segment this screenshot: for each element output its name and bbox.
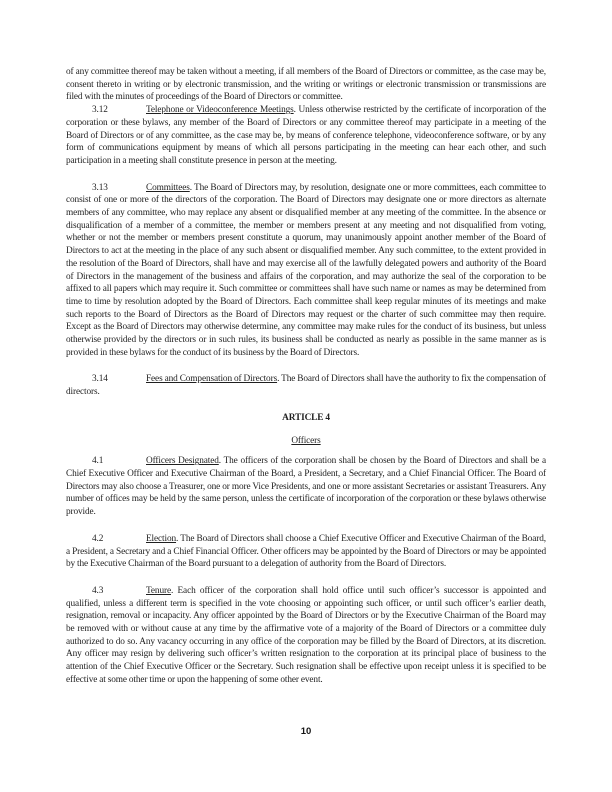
section-heading: Election xyxy=(146,533,177,544)
page-number: 10 xyxy=(300,726,312,737)
section-heading: Officers Designated xyxy=(146,456,219,467)
section-body: Unless otherwise restricted by the certificate of incorporation of the corporation or these bylaws, any member of the Board of Directors or any committee thereof may participate in a meeting of the Board of Directors or of any committee, as the case may be, by means of conference telephone, videoconference software, or by any form of communications equipment by means of which all persons participating in the meeting can hear each other, and such participation in a meeting shall constitute presence in person at the meeting. xyxy=(66,105,546,166)
article-subtitle xyxy=(66,435,546,448)
heading-separator: . xyxy=(293,105,299,116)
section-body: Each officer of the corporation shall hold office until such officer’s successor is appointed and qualified, unless a different term is specified in the vote choosing or appointing such officer, or until such officer’s earlier death, resignation, removal or incapacity. Any officer appointed by the Board of Directors or by the Executive Chairman of the Board may be removed with or without cause at any time by the affirmative vote of a majority of the Board of Directors or a committee duly authorized to do so. Any vacancy occurring in any office of the corporation may be filled by the Board of Directors, at its discretion. Any officer may resign by delivering such officer’s written resignation to the corporation at its principal place of business to the attention of the Chief Executive Officer or the Secretary. Such resignation shall be effective upon receipt unless it is specified to be effective at some other time or upon the happening of some other event. xyxy=(66,585,546,685)
article-subtitle-text: Officers xyxy=(291,435,321,446)
section-number: 3.13 xyxy=(92,182,108,193)
article-title: ARTICLE 4 xyxy=(282,412,330,423)
section-number: 4.2 xyxy=(92,533,104,544)
section-number: 3.12 xyxy=(92,105,108,116)
heading-separator: . xyxy=(277,374,282,385)
section-body: The officers of the corporation shall be chosen by the Board of Directors and shall be a Chief Executive Officer and Executive Chairman of the Board, a President, a Secretary, and a Chief Financial Officer. The Board of Directors may also choose a Treasurer, one or more Vice Presidents, and one or more assistant Secretaries or assistant Treasurers. Any number of offices may be held by the same person, unless the certificate of incorporation of the corporation or these bylaws otherwise provide. xyxy=(66,456,546,518)
section-heading: Tenure xyxy=(146,585,171,596)
section-3-12 xyxy=(66,104,546,168)
section-heading: Committees xyxy=(146,182,190,193)
section-4-1 xyxy=(66,455,546,519)
section-body: The Board of Directors shall have the authority to fix the compensation of directors. xyxy=(66,374,546,398)
section-number: 4.3 xyxy=(92,585,104,596)
heading-separator: . xyxy=(189,182,195,193)
section-heading: Fees and Compensation of Directors xyxy=(146,374,278,385)
section-3-14 xyxy=(66,373,546,398)
heading-separator: . xyxy=(170,585,178,596)
section-body: The Board of Directors shall choose a Chief Executive Officer and Executive Chairman of the Board, a President, a Secretary and a Chief Financial Officer. Other officers may be appointed by the Board of Directors or may be appointed by the Executive Chairman of the Board pursuant to a delegation of authority from the Board of Directors. xyxy=(66,533,546,570)
section-heading: Telephone or Videoconference Meetings xyxy=(146,105,294,116)
section-4-2 xyxy=(66,533,546,571)
continuation-paragraph: of any committee thereof may be taken without a meeting, if all members of the Board of Directors or committee, as the case may be, consent thereto in writing or by electronic transmission, and the writing or writings or electronic transmission or transmissions are filed with the minutes of proceedings of the Board of Directors or committee. xyxy=(66,67,546,103)
heading-separator: . xyxy=(176,533,181,544)
section-3-13 xyxy=(66,182,546,360)
section-body: The Board of Directors may, by resolution, designate one or more committees, each committee to consist of one or more of the directors of the corporation. The Board of Directors may designate one or more directors as alternate members of any committee, who may replace any absent or disqualified member at any meeting of the committee. In the absence or disqualification of a member of a committee, the member or members present at any meeting and not disqualified from voting, whether or not the member or members present constitute a quorum, may unanimously appoint another member of the Board of Directors to act at the meeting in the place of any such absent or disqualified member. Any such committee, to the extent provided in the resolution of the Board of Directors, shall have and may exercise all of the lawfully delegated powers and authority of the Board of Directors in the management of the business and affairs of the corporation, and may authorize the seal of the corporation to be affixed to all papers which may require it. Such committee or committees shall have such name or names as may be determined from time to time by resolution adopted by the Board of Directors. Each committee shall keep regular minutes of its meetings and make such reports to the Board of Directors as the Board of Directors may request or the charter of such committee may then require. Except as the Board of Directors may otherwise determine, any committee may make rules for the conduct of its business, but unless otherwise provided by the directors or in such rules, its business shall be conducted as nearly as possible in the same manner as is provided in these bylaws for the conduct of its business by the Board of Directors. xyxy=(66,182,547,358)
section-number: 4.1 xyxy=(92,456,104,467)
heading-separator: . xyxy=(218,456,224,467)
section-4-3 xyxy=(66,585,546,687)
section-number: 3.14 xyxy=(92,374,108,385)
